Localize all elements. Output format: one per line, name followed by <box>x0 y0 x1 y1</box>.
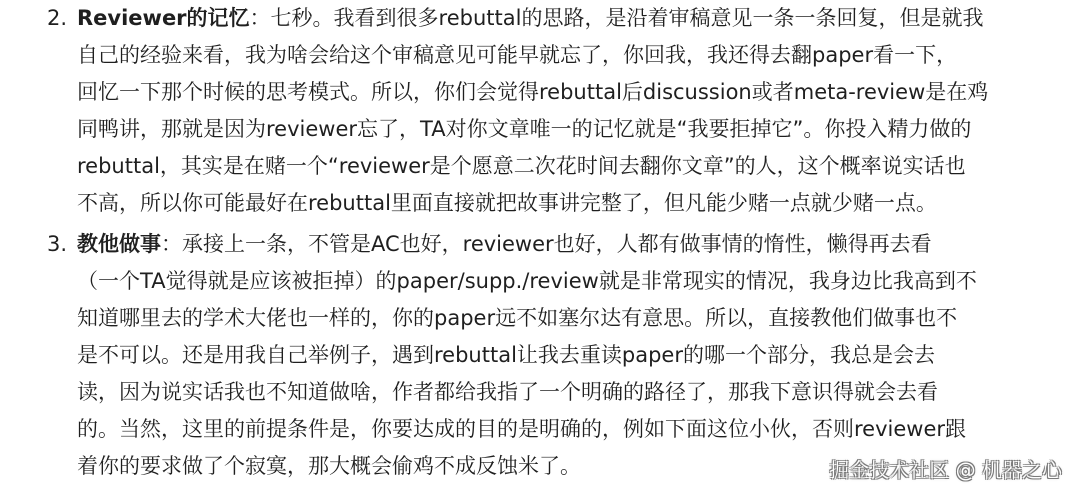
paragraph-line: 读，因为说实话我也不知道做啥，作者都给我指了一个明确的路径了，那我下意识得就会去看 <box>77 380 938 404</box>
paragraph-line <box>77 226 932 263</box>
list-number: 3. <box>47 232 68 256</box>
paragraph-line: 知道哪里去的学术大佬也一样的，你的paper远不如塞尔达有意思。所以，直接教他们做事也不 <box>77 306 958 330</box>
paragraph-text: ：承接上一条，不管是AC也好，reviewer也好，人都有做事情的惰性，懒得再去看 <box>161 232 932 256</box>
paragraph-line: 同鸭讲，那就是因为reviewer忘了，TA对你文章唯一的记忆就是“我要拒掉它”。你投入精力做的 <box>77 117 972 141</box>
paragraph-line: 是不可以。还是用我自己举例子，遇到rebuttal让我去重读paper的哪一个部分，我总是会去 <box>77 343 935 367</box>
paragraph-line: 不高，所以你可能最好在rebuttal里面直接就把故事讲完整了，但凡能少赌一点就少赌一点。 <box>77 191 937 215</box>
paragraph-line: rebuttal，其实是在赌一个“reviewer是个愿意二次花时间去翻你文章”的人，这个概率说实话也 <box>77 154 966 178</box>
paragraph-text: ：七秒。我看到很多rebuttal的思路，是沿着审稿意见一条一条回复，但是就我 <box>249 6 984 30</box>
paragraph-line: 着你的要求做了个寂寞，那大概会偷鸡不成反蚀米了。 <box>77 454 581 478</box>
paragraph-line: 自己的经验来看，我为啥会给这个审稿意见可能早就忘了，你回我，我还得去翻paper看一下， <box>77 43 958 67</box>
item-lead-title: Reviewer的记忆 <box>77 6 250 30</box>
item-lead-title: 教他做事 <box>77 232 161 256</box>
paragraph-line: （一个TA觉得就是应该被拒掉）的paper/supp./review就是非常现实的情况，我身边比我高到不 <box>77 269 977 293</box>
paragraph-line <box>77 0 983 37</box>
paragraph-line: 的。当然，这里的前提条件是，你要达成的目的是明确的，例如下面这位小伙，否则reviewer跟 <box>77 417 966 441</box>
watermark-text: 掘金技术社区 @ 机器之心 <box>829 458 1062 482</box>
list-number: 2. <box>47 6 68 30</box>
paragraph-line: 回忆一下那个时候的思考模式。所以，你们会觉得rebuttal后discussion或者meta-review是在鸡 <box>77 80 989 104</box>
